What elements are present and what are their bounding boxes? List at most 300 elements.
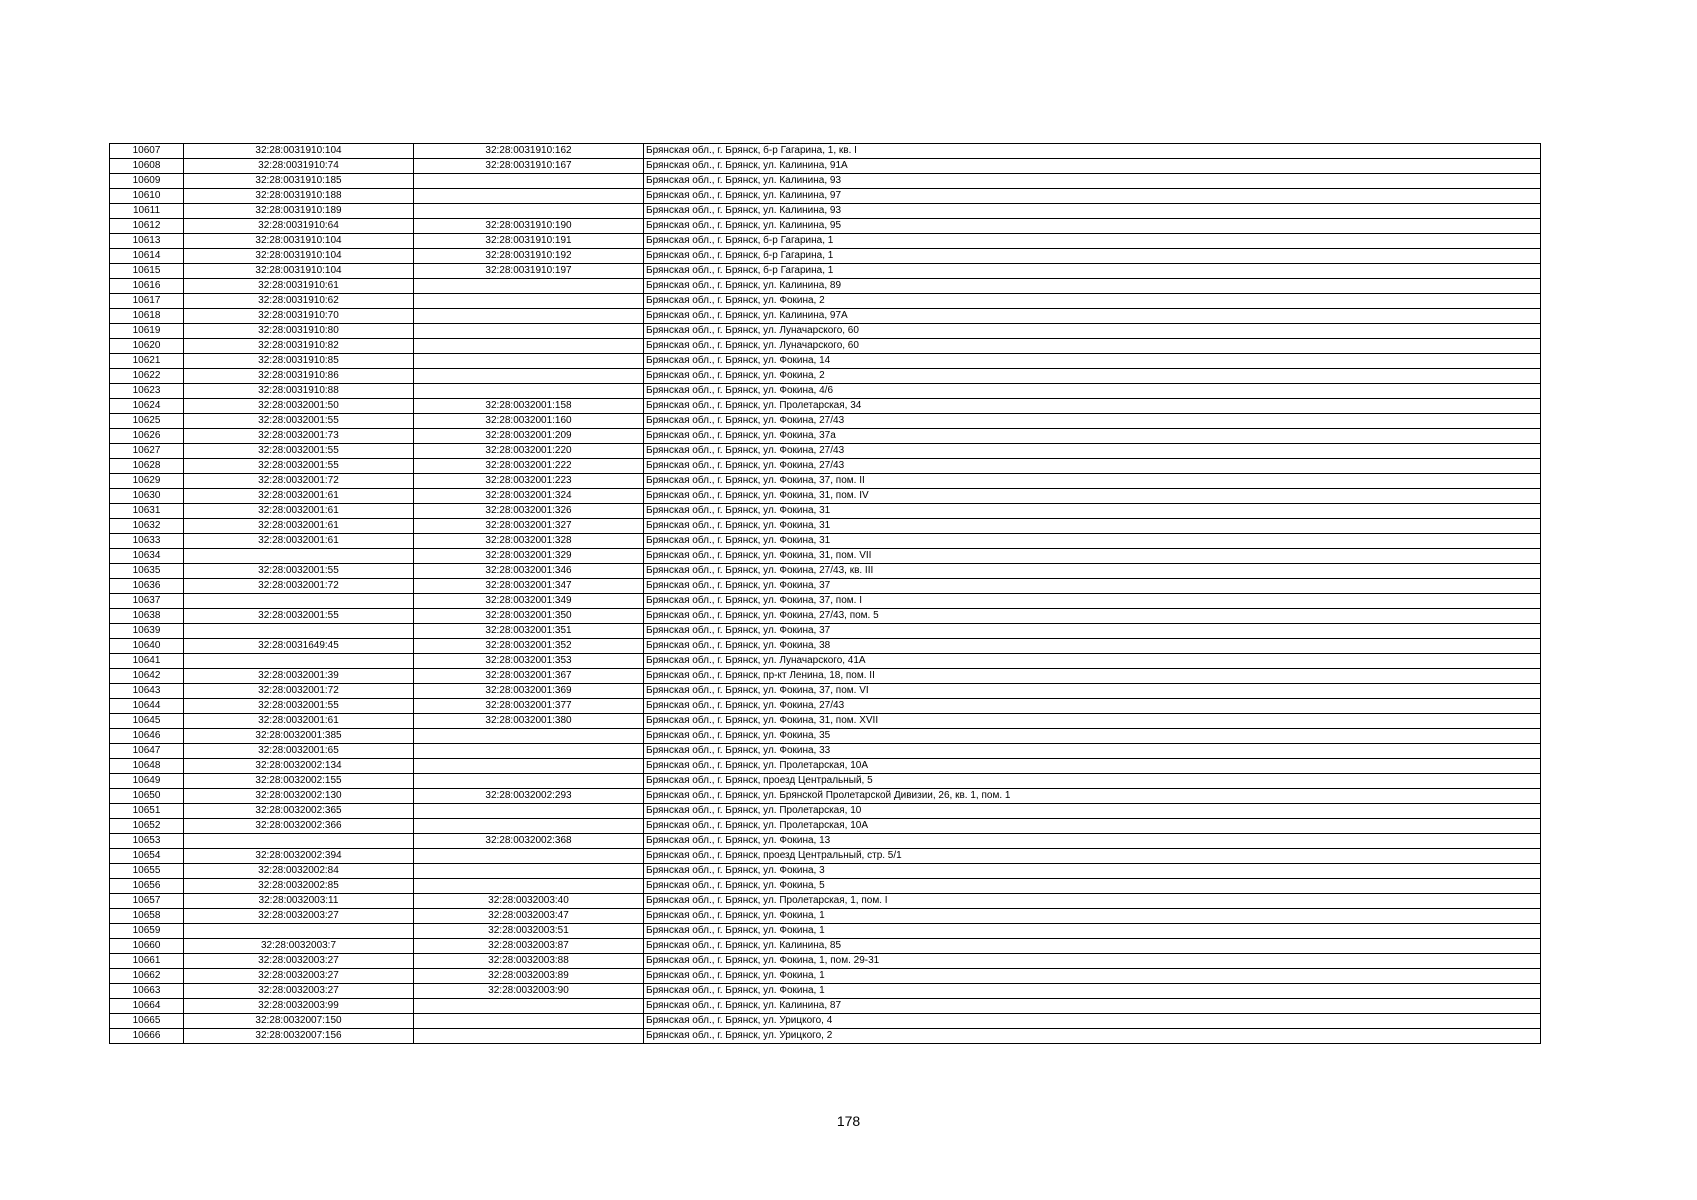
cadastral-number-secondary-cell [414, 729, 644, 744]
address-cell: Брянская обл., г. Брянск, ул. Калинина, 97А [644, 309, 1541, 324]
row-number-cell: 10648 [110, 759, 184, 774]
cadastral-number-cell: 32:28:0032001:55 [184, 444, 414, 459]
cadastral-number-secondary-cell [414, 174, 644, 189]
row-number-cell: 10655 [110, 864, 184, 879]
row-number-cell: 10643 [110, 684, 184, 699]
cadastral-number-cell: 32:28:0031649:45 [184, 639, 414, 654]
cadastral-number-cell: 32:28:0032007:150 [184, 1014, 414, 1029]
cadastral-number-secondary-cell: 32:28:0032001:350 [414, 609, 644, 624]
table-row [110, 894, 1541, 909]
cadastral-number-secondary-cell [414, 774, 644, 789]
address-cell: Брянская обл., г. Брянск, ул. Фокина, 37, пом. II [644, 474, 1541, 489]
cadastral-number-cell [184, 549, 414, 564]
cadastral-number-secondary-cell: 32:28:0032003:89 [414, 969, 644, 984]
address-cell: Брянская обл., г. Брянск, ул. Фокина, 1 [644, 969, 1541, 984]
cadastral-number-cell: 32:28:0032001:61 [184, 519, 414, 534]
address-cell: Брянская обл., г. Брянск, ул. Пролетарская, 1, пом. I [644, 894, 1541, 909]
row-number-cell: 10653 [110, 834, 184, 849]
row-number-cell: 10608 [110, 159, 184, 174]
table-row [110, 474, 1541, 489]
cadastral-number-secondary-cell [414, 294, 644, 309]
cadastral-number-cell [184, 624, 414, 639]
table-row [110, 594, 1541, 609]
row-number-cell: 10654 [110, 849, 184, 864]
row-number-cell: 10638 [110, 609, 184, 624]
table-row [110, 909, 1541, 924]
table-row [110, 579, 1541, 594]
address-cell: Брянская обл., г. Брянск, ул. Калинина, 91А [644, 159, 1541, 174]
table-row [110, 1029, 1541, 1044]
table-row [110, 1014, 1541, 1029]
table-row [110, 204, 1541, 219]
row-number-cell: 10656 [110, 879, 184, 894]
table-row [110, 444, 1541, 459]
address-cell: Брянская обл., г. Брянск, ул. Фокина, 27/43 [644, 699, 1541, 714]
table-row [110, 279, 1541, 294]
cadastral-number-cell: 32:28:0032003:7 [184, 939, 414, 954]
cadastral-number-secondary-cell [414, 759, 644, 774]
table-row [110, 174, 1541, 189]
address-cell: Брянская обл., г. Брянск, ул. Фокина, 33 [644, 744, 1541, 759]
table-row [110, 639, 1541, 654]
table-row [110, 354, 1541, 369]
row-number-cell: 10612 [110, 219, 184, 234]
cadastral-number-secondary-cell [414, 864, 644, 879]
cadastral-number-secondary-cell: 32:28:0032001:369 [414, 684, 644, 699]
cadastral-number-cell: 32:28:0032002:84 [184, 864, 414, 879]
table-row [110, 339, 1541, 354]
cadastral-number-cell: 32:28:0032001:61 [184, 714, 414, 729]
row-number-cell: 10620 [110, 339, 184, 354]
table-row [110, 264, 1541, 279]
address-cell: Брянская обл., г. Брянск, ул. Калинина, 93 [644, 174, 1541, 189]
address-cell: Брянская обл., г. Брянск, ул. Калинина, 95 [644, 219, 1541, 234]
cadastral-number-secondary-cell: 32:28:0032001:377 [414, 699, 644, 714]
address-cell: Брянская обл., г. Брянск, ул. Фокина, 31 [644, 519, 1541, 534]
cadastral-number-cell: 32:28:0031910:104 [184, 144, 414, 159]
cadastral-number-cell: 32:28:0032001:39 [184, 669, 414, 684]
cadastral-number-secondary-cell: 32:28:0032001:222 [414, 459, 644, 474]
table-row [110, 669, 1541, 684]
cadastral-number-cell [184, 594, 414, 609]
table-row [110, 759, 1541, 774]
address-cell: Брянская обл., г. Брянск, пр-кт Ленина, 18, пом. II [644, 669, 1541, 684]
cadastral-number-secondary-cell: 32:28:0032001:158 [414, 399, 644, 414]
address-cell: Брянская обл., г. Брянск, ул. Пролетарская, 10А [644, 819, 1541, 834]
address-cell: Брянская обл., г. Брянск, б-р Гагарина, 1 [644, 264, 1541, 279]
cadastral-number-cell [184, 654, 414, 669]
address-cell: Брянская обл., г. Брянск, ул. Фокина, 31, пом. VII [644, 549, 1541, 564]
table-row [110, 834, 1541, 849]
cadastral-number-secondary-cell [414, 1014, 644, 1029]
table-row [110, 219, 1541, 234]
cadastral-number-secondary-cell: 32:28:0032001:327 [414, 519, 644, 534]
row-number-cell: 10625 [110, 414, 184, 429]
table-row [110, 504, 1541, 519]
address-cell: Брянская обл., г. Брянск, ул. Фокина, 27/43 [644, 414, 1541, 429]
address-cell: Брянская обл., г. Брянск, ул. Фокина, 27/43 [644, 459, 1541, 474]
address-cell: Брянская обл., г. Брянск, ул. Фокина, 37, пом. I [644, 594, 1541, 609]
row-number-cell: 10647 [110, 744, 184, 759]
cadastral-number-secondary-cell [414, 879, 644, 894]
row-number-cell: 10651 [110, 804, 184, 819]
cadastral-number-secondary-cell: 32:28:0032001:349 [414, 594, 644, 609]
row-number-cell: 10622 [110, 369, 184, 384]
cadastral-number-secondary-cell: 32:28:0031910:167 [414, 159, 644, 174]
cadastral-number-cell: 32:28:0032001:55 [184, 414, 414, 429]
address-cell: Брянская обл., г. Брянск, ул. Фокина, 38 [644, 639, 1541, 654]
cadastral-number-cell: 32:28:0032002:85 [184, 879, 414, 894]
row-number-cell: 10634 [110, 549, 184, 564]
cadastral-number-cell: 32:28:0031910:70 [184, 309, 414, 324]
row-number-cell: 10662 [110, 969, 184, 984]
cadastral-number-cell: 32:28:0031910:85 [184, 354, 414, 369]
cadastral-number-cell: 32:28:0031910:88 [184, 384, 414, 399]
cadastral-number-cell: 32:28:0032001:61 [184, 504, 414, 519]
cadastral-number-secondary-cell: 32:28:0032001:347 [414, 579, 644, 594]
cadastral-number-cell: 32:28:0032003:99 [184, 999, 414, 1014]
table-row [110, 729, 1541, 744]
table-body [110, 144, 1541, 1044]
cadastral-number-secondary-cell: 32:28:0032001:329 [414, 549, 644, 564]
address-cell: Брянская обл., г. Брянск, ул. Фокина, 1 [644, 909, 1541, 924]
cadastral-number-secondary-cell: 32:28:0032001:160 [414, 414, 644, 429]
cadastral-number-cell: 32:28:0031910:74 [184, 159, 414, 174]
cadastral-number-cell: 32:28:0032003:27 [184, 969, 414, 984]
row-number-cell: 10657 [110, 894, 184, 909]
cadastral-number-secondary-cell [414, 204, 644, 219]
cadastral-number-cell: 32:28:0032001:65 [184, 744, 414, 759]
cadastral-number-secondary-cell [414, 1029, 644, 1044]
cadastral-number-cell: 32:28:0032003:27 [184, 954, 414, 969]
cadastral-number-cell: 32:28:0031910:64 [184, 219, 414, 234]
address-cell: Брянская обл., г. Брянск, ул. Фокина, 37 [644, 624, 1541, 639]
cadastral-number-secondary-cell: 32:28:0032001:220 [414, 444, 644, 459]
cadastral-number-secondary-cell: 32:28:0032001:324 [414, 489, 644, 504]
cadastral-number-cell: 32:28:0031910:104 [184, 234, 414, 249]
cadastral-number-secondary-cell [414, 744, 644, 759]
address-cell: Брянская обл., г. Брянск, проезд Центральный, стр. 5/1 [644, 849, 1541, 864]
registry-table-container [109, 143, 1541, 1044]
address-cell: Брянская обл., г. Брянск, ул. Фокина, 14 [644, 354, 1541, 369]
cadastral-number-secondary-cell: 32:28:0031910:191 [414, 234, 644, 249]
table-row [110, 324, 1541, 339]
cadastral-number-secondary-cell [414, 819, 644, 834]
cadastral-number-secondary-cell: 32:28:0032003:40 [414, 894, 644, 909]
table-row [110, 999, 1541, 1014]
row-number-cell: 10627 [110, 444, 184, 459]
table-row [110, 384, 1541, 399]
address-cell: Брянская обл., г. Брянск, ул. Урицкого, 2 [644, 1029, 1541, 1044]
cadastral-number-cell: 32:28:0032003:11 [184, 894, 414, 909]
table-row [110, 534, 1541, 549]
table-row [110, 309, 1541, 324]
table-row [110, 984, 1541, 999]
address-cell: Брянская обл., г. Брянск, ул. Фокина, 31 [644, 504, 1541, 519]
cadastral-number-secondary-cell [414, 309, 644, 324]
table-row [110, 399, 1541, 414]
address-cell: Брянская обл., г. Брянск, ул. Фокина, 27/43, кв. III [644, 564, 1541, 579]
row-number-cell: 10616 [110, 279, 184, 294]
address-cell: Брянская обл., г. Брянск, ул. Фокина, 2 [644, 294, 1541, 309]
address-cell: Брянская обл., г. Брянск, ул. Пролетарская, 34 [644, 399, 1541, 414]
cadastral-number-cell: 32:28:0031910:104 [184, 264, 414, 279]
address-cell: Брянская обл., г. Брянск, ул. Фокина, 31, пом. IV [644, 489, 1541, 504]
cadastral-number-cell: 32:28:0032003:27 [184, 984, 414, 999]
cadastral-number-cell: 32:28:0032001:61 [184, 534, 414, 549]
cadastral-number-cell: 32:28:0032001:61 [184, 489, 414, 504]
table-row [110, 954, 1541, 969]
cadastral-number-secondary-cell: 32:28:0031910:190 [414, 219, 644, 234]
address-cell: Брянская обл., г. Брянск, ул. Пролетарская, 10А [644, 759, 1541, 774]
cadastral-number-secondary-cell [414, 354, 644, 369]
cadastral-number-cell: 32:28:0032001:55 [184, 564, 414, 579]
row-number-cell: 10615 [110, 264, 184, 279]
row-number-cell: 10632 [110, 519, 184, 534]
cadastral-number-cell: 32:28:0032001:72 [184, 579, 414, 594]
cadastral-number-cell: 32:28:0032001:55 [184, 459, 414, 474]
cadastral-number-secondary-cell: 32:28:0032003:51 [414, 924, 644, 939]
address-cell: Брянская обл., г. Брянск, б-р Гагарина, 1 [644, 234, 1541, 249]
cadastral-number-secondary-cell: 32:28:0031910:197 [414, 264, 644, 279]
address-cell: Брянская обл., г. Брянск, ул. Фокина, 37, пом. VI [644, 684, 1541, 699]
table-row [110, 864, 1541, 879]
address-cell: Брянская обл., г. Брянск, б-р Гагарина, 1, кв. I [644, 144, 1541, 159]
cadastral-number-secondary-cell: 32:28:0032002:293 [414, 789, 644, 804]
row-number-cell: 10640 [110, 639, 184, 654]
table-row [110, 699, 1541, 714]
row-number-cell: 10639 [110, 624, 184, 639]
row-number-cell: 10661 [110, 954, 184, 969]
table-row [110, 849, 1541, 864]
cadastral-number-secondary-cell [414, 279, 644, 294]
cadastral-number-secondary-cell: 32:28:0032001:367 [414, 669, 644, 684]
cadastral-number-cell: 32:28:0032002:394 [184, 849, 414, 864]
cadastral-number-secondary-cell [414, 804, 644, 819]
cadastral-number-cell: 32:28:0031910:104 [184, 249, 414, 264]
address-cell: Брянская обл., г. Брянск, ул. Фокина, 5 [644, 879, 1541, 894]
row-number-cell: 10652 [110, 819, 184, 834]
address-cell: Брянская обл., г. Брянск, ул. Фокина, 1 [644, 924, 1541, 939]
table-row [110, 609, 1541, 624]
cadastral-number-cell: 32:28:0031910:185 [184, 174, 414, 189]
cadastral-number-cell: 32:28:0031910:62 [184, 294, 414, 309]
cadastral-number-secondary-cell: 32:28:0032001:346 [414, 564, 644, 579]
cadastral-number-cell: 32:28:0031910:82 [184, 339, 414, 354]
cadastral-number-secondary-cell [414, 384, 644, 399]
cadastral-number-cell: 32:28:0032001:55 [184, 609, 414, 624]
table-row [110, 189, 1541, 204]
table-row [110, 714, 1541, 729]
cadastral-number-secondary-cell: 32:28:0032001:328 [414, 534, 644, 549]
cadastral-number-secondary-cell: 32:28:0032003:90 [414, 984, 644, 999]
cadastral-number-secondary-cell: 32:28:0032001:326 [414, 504, 644, 519]
cadastral-number-cell: 32:28:0032002:365 [184, 804, 414, 819]
table-row [110, 624, 1541, 639]
cadastral-number-cell: 32:28:0032001:72 [184, 474, 414, 489]
cadastral-number-cell: 32:28:0032002:130 [184, 789, 414, 804]
row-number-cell: 10611 [110, 204, 184, 219]
address-cell: Брянская обл., г. Брянск, ул. Фокина, 3 [644, 864, 1541, 879]
table-row [110, 564, 1541, 579]
table-row [110, 459, 1541, 474]
row-number-cell: 10646 [110, 729, 184, 744]
row-number-cell: 10641 [110, 654, 184, 669]
cadastral-number-secondary-cell [414, 189, 644, 204]
cadastral-number-cell: 32:28:0032002:134 [184, 759, 414, 774]
row-number-cell: 10637 [110, 594, 184, 609]
row-number-cell: 10633 [110, 534, 184, 549]
cadastral-number-cell: 32:28:0031910:80 [184, 324, 414, 339]
row-number-cell: 10609 [110, 174, 184, 189]
table-row [110, 744, 1541, 759]
table-row [110, 924, 1541, 939]
row-number-cell: 10628 [110, 459, 184, 474]
cadastral-number-secondary-cell: 32:28:0032001:209 [414, 429, 644, 444]
row-number-cell: 10659 [110, 924, 184, 939]
table-row [110, 249, 1541, 264]
table-row [110, 939, 1541, 954]
table-row [110, 159, 1541, 174]
cadastral-number-cell: 32:28:0032001:73 [184, 429, 414, 444]
row-number-cell: 10649 [110, 774, 184, 789]
table-row [110, 144, 1541, 159]
row-number-cell: 10636 [110, 579, 184, 594]
cadastral-number-cell: 32:28:0032002:155 [184, 774, 414, 789]
address-cell: Брянская обл., г. Брянск, ул. Урицкого, 4 [644, 1014, 1541, 1029]
cadastral-number-secondary-cell: 32:28:0031910:162 [414, 144, 644, 159]
row-number-cell: 10621 [110, 354, 184, 369]
row-number-cell: 10618 [110, 309, 184, 324]
address-cell: Брянская обл., г. Брянск, ул. Пролетарская, 10 [644, 804, 1541, 819]
row-number-cell: 10619 [110, 324, 184, 339]
row-number-cell: 10629 [110, 474, 184, 489]
cadastral-number-secondary-cell [414, 369, 644, 384]
row-number-cell: 10626 [110, 429, 184, 444]
page-number: 178 [836, 1113, 861, 1129]
table-row [110, 414, 1541, 429]
row-number-cell: 10623 [110, 384, 184, 399]
cadastral-number-cell: 32:28:0032001:50 [184, 399, 414, 414]
cadastral-number-cell: 32:28:0031910:86 [184, 369, 414, 384]
table-row [110, 804, 1541, 819]
row-number-cell: 10617 [110, 294, 184, 309]
cadastral-number-secondary-cell [414, 324, 644, 339]
table-row [110, 654, 1541, 669]
table-row [110, 789, 1541, 804]
row-number-cell: 10658 [110, 909, 184, 924]
row-number-cell: 10664 [110, 999, 184, 1014]
cadastral-number-secondary-cell: 32:28:0032003:47 [414, 909, 644, 924]
address-cell: Брянская обл., г. Брянск, ул. Фокина, 37 [644, 579, 1541, 594]
cadastral-number-secondary-cell: 32:28:0032001:352 [414, 639, 644, 654]
address-cell: Брянская обл., г. Брянск, ул. Калинина, 93 [644, 204, 1541, 219]
address-cell: Брянская обл., г. Брянск, ул. Луначарского, 41А [644, 654, 1541, 669]
registry-table [109, 143, 1541, 1044]
cadastral-number-secondary-cell: 32:28:0032001:353 [414, 654, 644, 669]
row-number-cell: 10610 [110, 189, 184, 204]
cadastral-number-cell: 32:28:0032001:72 [184, 684, 414, 699]
cadastral-number-cell: 32:28:0032007:156 [184, 1029, 414, 1044]
table-row [110, 879, 1541, 894]
address-cell: Брянская обл., г. Брянск, ул. Фокина, 27/43, пом. 5 [644, 609, 1541, 624]
table-row [110, 774, 1541, 789]
row-number-cell: 10630 [110, 489, 184, 504]
cadastral-number-secondary-cell [414, 999, 644, 1014]
address-cell: Брянская обл., г. Брянск, ул. Калинина, 87 [644, 999, 1541, 1014]
row-number-cell: 10642 [110, 669, 184, 684]
table-row [110, 369, 1541, 384]
cadastral-number-secondary-cell [414, 849, 644, 864]
table-row [110, 819, 1541, 834]
row-number-cell: 10666 [110, 1029, 184, 1044]
table-row [110, 969, 1541, 984]
address-cell: Брянская обл., г. Брянск, ул. Брянской Пролетарской Дивизии, 26, кв. 1, пом. 1 [644, 789, 1541, 804]
table-row [110, 294, 1541, 309]
address-cell: Брянская обл., г. Брянск, ул. Фокина, 4/6 [644, 384, 1541, 399]
address-cell: Брянская обл., г. Брянск, ул. Калинина, 97 [644, 189, 1541, 204]
cadastral-number-cell: 32:28:0032003:27 [184, 909, 414, 924]
cadastral-number-cell: 32:28:0032001:55 [184, 699, 414, 714]
address-cell: Брянская обл., г. Брянск, б-р Гагарина, 1 [644, 249, 1541, 264]
row-number-cell: 10644 [110, 699, 184, 714]
cadastral-number-secondary-cell: 32:28:0032001:351 [414, 624, 644, 639]
address-cell: Брянская обл., г. Брянск, ул. Фокина, 35 [644, 729, 1541, 744]
address-cell: Брянская обл., г. Брянск, ул. Фокина, 1 [644, 984, 1541, 999]
cadastral-number-cell: 32:28:0031910:188 [184, 189, 414, 204]
row-number-cell: 10650 [110, 789, 184, 804]
cadastral-number-cell [184, 924, 414, 939]
cadastral-number-cell [184, 834, 414, 849]
table-row [110, 489, 1541, 504]
table-row [110, 234, 1541, 249]
address-cell: Брянская обл., г. Брянск, ул. Фокина, 37а [644, 429, 1541, 444]
row-number-cell: 10614 [110, 249, 184, 264]
row-number-cell: 10631 [110, 504, 184, 519]
cadastral-number-secondary-cell: 32:28:0032003:88 [414, 954, 644, 969]
address-cell: Брянская обл., г. Брянск, проезд Центральный, 5 [644, 774, 1541, 789]
cadastral-number-cell: 32:28:0031910:189 [184, 204, 414, 219]
cadastral-number-cell: 32:28:0032002:366 [184, 819, 414, 834]
address-cell: Брянская обл., г. Брянск, ул. Фокина, 31, пом. XVII [644, 714, 1541, 729]
address-cell: Брянская обл., г. Брянск, ул. Фокина, 2 [644, 369, 1541, 384]
address-cell: Брянская обл., г. Брянск, ул. Луначарского, 60 [644, 324, 1541, 339]
address-cell: Брянская обл., г. Брянск, ул. Фокина, 1, пом. 29-31 [644, 954, 1541, 969]
row-number-cell: 10645 [110, 714, 184, 729]
cadastral-number-secondary-cell: 32:28:0031910:192 [414, 249, 644, 264]
cadastral-number-cell: 32:28:0032001:385 [184, 729, 414, 744]
row-number-cell: 10663 [110, 984, 184, 999]
address-cell: Брянская обл., г. Брянск, ул. Фокина, 13 [644, 834, 1541, 849]
row-number-cell: 10624 [110, 399, 184, 414]
row-number-cell: 10607 [110, 144, 184, 159]
cadastral-number-secondary-cell: 32:28:0032001:223 [414, 474, 644, 489]
cadastral-number-secondary-cell: 32:28:0032002:368 [414, 834, 644, 849]
cadastral-number-secondary-cell [414, 339, 644, 354]
table-row [110, 549, 1541, 564]
address-cell: Брянская обл., г. Брянск, ул. Калинина, 85 [644, 939, 1541, 954]
row-number-cell: 10613 [110, 234, 184, 249]
cadastral-number-cell: 32:28:0031910:61 [184, 279, 414, 294]
table-row [110, 519, 1541, 534]
row-number-cell: 10660 [110, 939, 184, 954]
cadastral-number-secondary-cell: 32:28:0032001:380 [414, 714, 644, 729]
cadastral-number-secondary-cell: 32:28:0032003:87 [414, 939, 644, 954]
address-cell: Брянская обл., г. Брянск, ул. Фокина, 31 [644, 534, 1541, 549]
table-row [110, 429, 1541, 444]
address-cell: Брянская обл., г. Брянск, ул. Калинина, 89 [644, 279, 1541, 294]
row-number-cell: 10665 [110, 1014, 184, 1029]
